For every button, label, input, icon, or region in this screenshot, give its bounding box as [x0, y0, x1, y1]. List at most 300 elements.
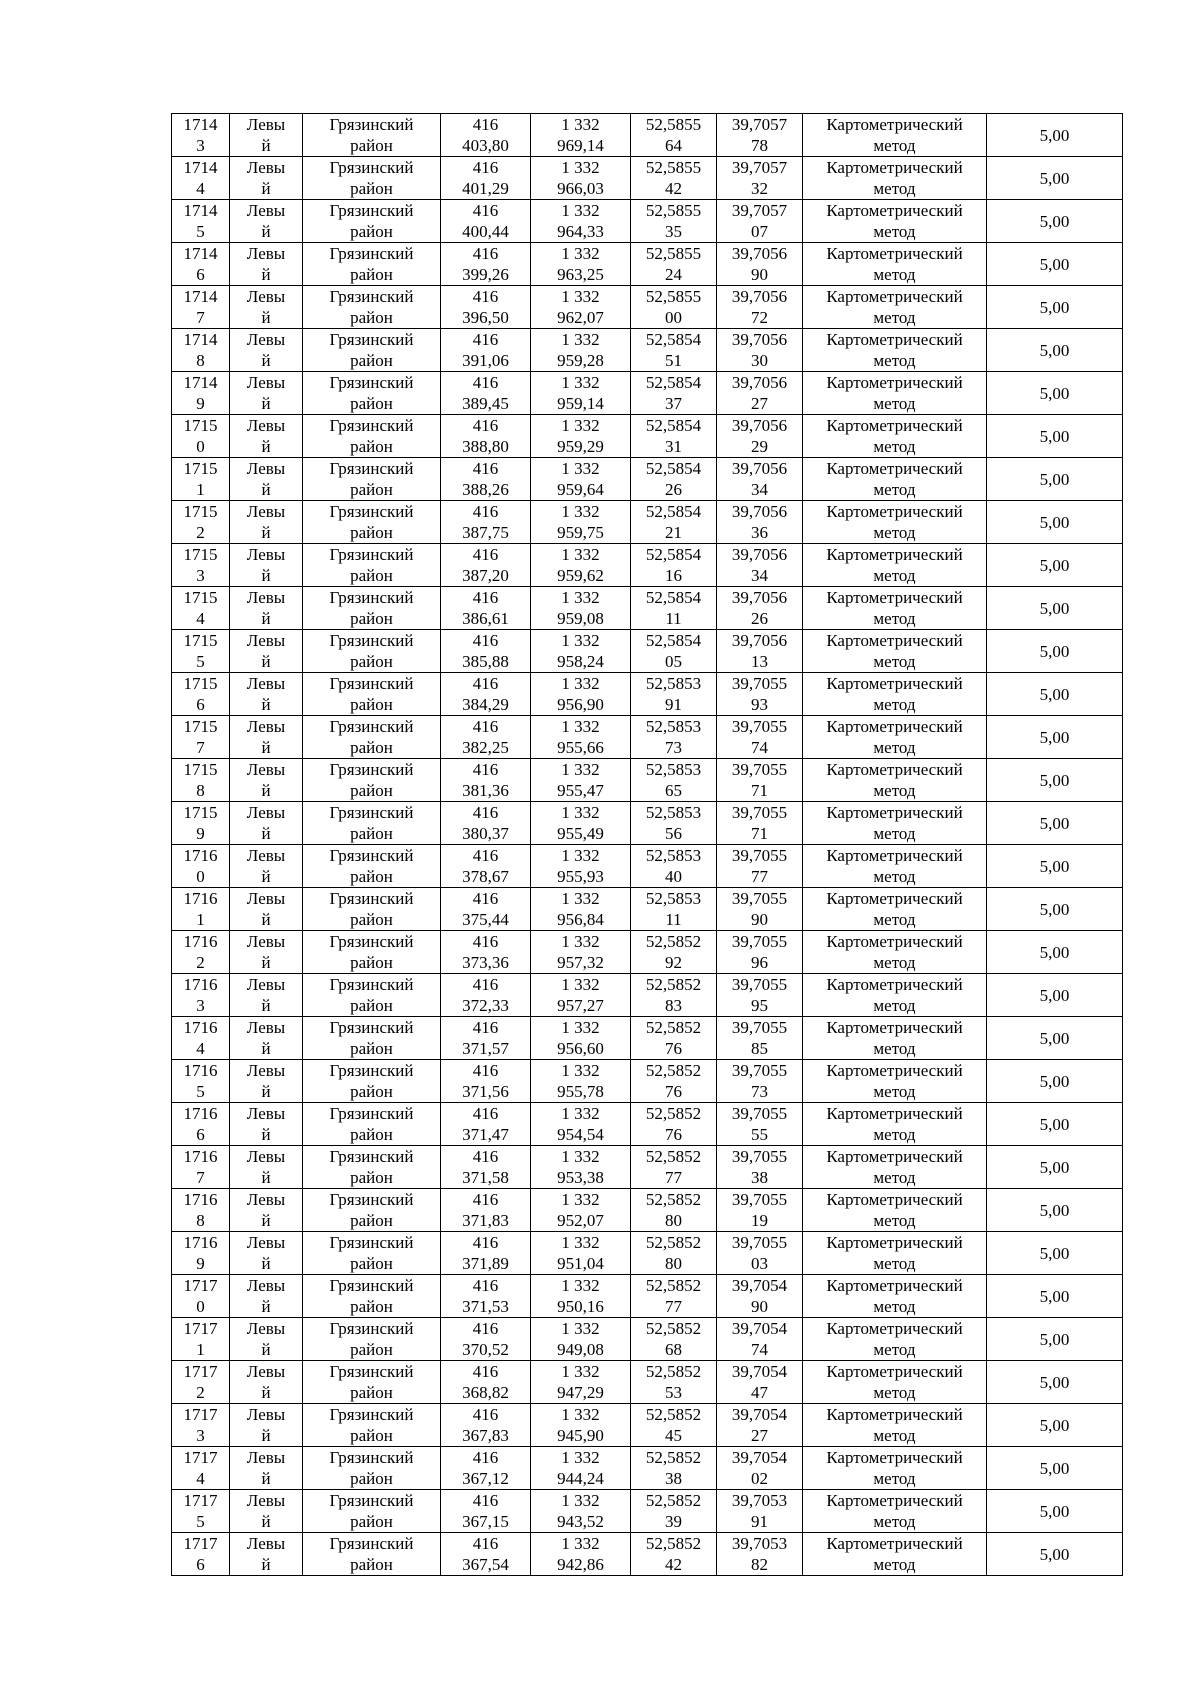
longitude-cell-line: 27	[751, 394, 768, 413]
longitude-cell	[717, 286, 803, 329]
latitude-cell-line: 77	[665, 1168, 682, 1187]
district-cell-line: Грязинский	[329, 760, 414, 779]
table-row	[172, 1490, 1123, 1533]
district-cell-line: район	[350, 824, 393, 843]
side-cell-line: Левы	[246, 287, 286, 306]
longitude-cell-line: 47	[751, 1383, 768, 1402]
side-cell-line: Левы	[246, 1362, 286, 1381]
x-coordinate-cell-line: 416	[472, 1534, 499, 1553]
method-cell	[803, 931, 987, 974]
y-coordinate-cell	[531, 544, 631, 587]
point-number-cell-line: 4	[196, 179, 205, 198]
point-number-cell-line: 1714	[183, 330, 218, 349]
y-coordinate-cell-line: 1 332	[561, 201, 600, 220]
point-number-cell-line: 6	[196, 1555, 205, 1574]
y-coordinate-cell-line: 959,28	[557, 351, 604, 370]
district-cell-line: район	[350, 179, 393, 198]
side-cell	[230, 372, 303, 415]
side-cell-line: Левы	[246, 1233, 286, 1252]
side-cell-line: Левы	[246, 674, 286, 693]
latitude-cell-line: 52,5852	[645, 932, 702, 951]
district-cell	[303, 1490, 441, 1533]
method-cell	[803, 286, 987, 329]
x-coordinate-cell-line: 416	[472, 1061, 499, 1080]
method-cell-line: Картометрический	[826, 1534, 963, 1553]
side-cell-line: Левы	[246, 1491, 286, 1510]
side-cell	[230, 157, 303, 200]
method-cell	[803, 845, 987, 888]
district-cell	[303, 1447, 441, 1490]
y-coordinate-cell	[531, 802, 631, 845]
method-cell-line: метод	[873, 1168, 916, 1187]
point-number-cell-line: 1717	[183, 1491, 218, 1510]
point-number-cell-line: 1	[196, 910, 205, 929]
longitude-cell	[717, 759, 803, 802]
x-coordinate-cell	[441, 1146, 531, 1189]
district-cell-line: Грязинский	[329, 201, 414, 220]
point-number-cell-line: 3	[196, 996, 205, 1015]
x-coordinate-cell	[441, 1189, 531, 1232]
longitude-cell	[717, 1275, 803, 1318]
x-coordinate-cell-line: 416	[472, 545, 499, 564]
method-cell-line: Картометрический	[826, 115, 963, 134]
district-cell-line: район	[350, 1211, 393, 1230]
district-cell-line: Грязинский	[329, 803, 414, 822]
y-coordinate-cell-line: 951,04	[557, 1254, 604, 1273]
point-number-cell-line: 7	[196, 1168, 205, 1187]
table-row	[172, 1404, 1123, 1447]
district-cell	[303, 243, 441, 286]
x-coordinate-cell-line: 384,29	[462, 695, 509, 714]
district-cell-line: район	[350, 910, 393, 929]
side-cell-line: Левы	[246, 201, 286, 220]
x-coordinate-cell-line: 416	[472, 158, 499, 177]
latitude-cell	[631, 286, 717, 329]
table-row	[172, 1447, 1123, 1490]
x-coordinate-cell-line: 371,53	[462, 1297, 509, 1316]
longitude-cell-line: 39,7055	[731, 760, 788, 779]
method-cell-line: Картометрический	[826, 545, 963, 564]
point-number-cell-line: 6	[196, 695, 205, 714]
x-coordinate-cell	[441, 1017, 531, 1060]
district-cell-line: Грязинский	[329, 1534, 414, 1553]
x-coordinate-cell-line: 367,15	[462, 1512, 509, 1531]
longitude-cell-line: 07	[751, 222, 768, 241]
y-coordinate-cell-line: 956,84	[557, 910, 604, 929]
side-cell-line: Левы	[246, 115, 286, 134]
side-cell	[230, 1060, 303, 1103]
y-coordinate-cell-line: 1 332	[561, 416, 600, 435]
y-coordinate-cell	[531, 1275, 631, 1318]
x-coordinate-cell-line: 416	[472, 244, 499, 263]
y-coordinate-cell	[531, 1318, 631, 1361]
side-cell-line: й	[261, 1340, 271, 1359]
method-cell-line: Картометрический	[826, 631, 963, 650]
side-cell-line: Левы	[246, 502, 286, 521]
point-number-cell-line: 1716	[183, 1018, 218, 1037]
accuracy-cell: 5,00	[987, 1490, 1123, 1533]
side-cell-line: Левы	[246, 1190, 286, 1209]
point-number-cell-line: 1714	[183, 244, 218, 263]
district-cell	[303, 114, 441, 157]
method-cell-line: Картометрический	[826, 1233, 963, 1252]
longitude-cell	[717, 1017, 803, 1060]
longitude-cell	[717, 458, 803, 501]
x-coordinate-cell-line: 396,50	[462, 308, 509, 327]
accuracy-cell: 5,00	[987, 501, 1123, 544]
latitude-cell	[631, 845, 717, 888]
y-coordinate-cell-line: 1 332	[561, 1147, 600, 1166]
side-cell	[230, 1490, 303, 1533]
latitude-cell	[631, 1017, 717, 1060]
y-coordinate-cell-line: 959,62	[557, 566, 604, 585]
district-cell	[303, 587, 441, 630]
district-cell	[303, 544, 441, 587]
method-cell	[803, 759, 987, 802]
latitude-cell-line: 52,5852	[645, 1061, 702, 1080]
method-cell	[803, 1017, 987, 1060]
district-cell	[303, 1275, 441, 1318]
x-coordinate-cell-line: 416	[472, 459, 499, 478]
side-cell-line: й	[261, 351, 271, 370]
district-cell-line: район	[350, 652, 393, 671]
district-cell-line: район	[350, 222, 393, 241]
y-coordinate-cell-line: 1 332	[561, 631, 600, 650]
district-cell-line: район	[350, 308, 393, 327]
longitude-cell-line: 71	[751, 824, 768, 843]
longitude-cell-line: 13	[751, 652, 768, 671]
district-cell-line: Грязинский	[329, 1276, 414, 1295]
longitude-cell	[717, 716, 803, 759]
method-cell-line: метод	[873, 523, 916, 542]
method-cell-line: метод	[873, 781, 916, 800]
accuracy-cell: 5,00	[987, 114, 1123, 157]
longitude-cell-line: 78	[751, 136, 768, 155]
x-coordinate-cell-line: 371,83	[462, 1211, 509, 1230]
longitude-cell-line: 90	[751, 1297, 768, 1316]
table-row	[172, 802, 1123, 845]
longitude-cell	[717, 673, 803, 716]
point-number-cell-line: 1716	[183, 889, 218, 908]
table-body	[172, 114, 1123, 1576]
y-coordinate-cell-line: 1 332	[561, 717, 600, 736]
accuracy-cell: 5,00	[987, 1060, 1123, 1103]
district-cell-line: Грязинский	[329, 502, 414, 521]
accuracy-cell: 5,00	[987, 802, 1123, 845]
side-cell	[230, 286, 303, 329]
longitude-cell	[717, 544, 803, 587]
y-coordinate-cell-line: 955,47	[557, 781, 604, 800]
latitude-cell	[631, 458, 717, 501]
latitude-cell-line: 52,5853	[645, 846, 702, 865]
latitude-cell	[631, 1103, 717, 1146]
x-coordinate-cell	[441, 630, 531, 673]
x-coordinate-cell	[441, 157, 531, 200]
district-cell	[303, 716, 441, 759]
district-cell-line: район	[350, 566, 393, 585]
latitude-cell-line: 45	[665, 1426, 682, 1445]
method-cell-line: Картометрический	[826, 588, 963, 607]
table-row	[172, 329, 1123, 372]
method-cell-line: метод	[873, 609, 916, 628]
district-cell-line: Грязинский	[329, 717, 414, 736]
accuracy-cell: 5,00	[987, 286, 1123, 329]
longitude-cell	[717, 888, 803, 931]
y-coordinate-cell-line: 1 332	[561, 244, 600, 263]
latitude-cell-line: 52,5852	[645, 1147, 702, 1166]
x-coordinate-cell-line: 401,29	[462, 179, 509, 198]
side-cell-line: й	[261, 566, 271, 585]
x-coordinate-cell-line: 391,06	[462, 351, 509, 370]
x-coordinate-cell-line: 372,33	[462, 996, 509, 1015]
point-number-cell-line: 7	[196, 308, 205, 327]
y-coordinate-cell-line: 1 332	[561, 760, 600, 779]
method-cell-line: метод	[873, 1125, 916, 1144]
method-cell	[803, 1232, 987, 1275]
district-cell	[303, 673, 441, 716]
y-coordinate-cell-line: 1 332	[561, 545, 600, 564]
point-number-cell-line: 5	[196, 1082, 205, 1101]
longitude-cell-line: 39,7056	[731, 545, 788, 564]
point-number-cell-line: 1715	[183, 760, 218, 779]
district-cell-line: Грязинский	[329, 1448, 414, 1467]
side-cell-line: й	[261, 953, 271, 972]
x-coordinate-cell-line: 373,36	[462, 953, 509, 972]
point-number-cell	[172, 759, 230, 802]
point-number-cell	[172, 1447, 230, 1490]
point-number-cell	[172, 1533, 230, 1576]
y-coordinate-cell-line: 957,27	[557, 996, 604, 1015]
side-cell-line: й	[261, 1211, 271, 1230]
district-cell-line: Грязинский	[329, 1018, 414, 1037]
point-number-cell-line: 1717	[183, 1276, 218, 1295]
table-row	[172, 544, 1123, 587]
latitude-cell-line: 40	[665, 867, 682, 886]
side-cell-line: й	[261, 1469, 271, 1488]
point-number-cell-line: 1717	[183, 1405, 218, 1424]
method-cell-line: метод	[873, 136, 916, 155]
point-number-cell-line: 1715	[183, 631, 218, 650]
side-cell-line: й	[261, 695, 271, 714]
district-cell	[303, 286, 441, 329]
longitude-cell-line: 93	[751, 695, 768, 714]
accuracy-cell: 5,00	[987, 1404, 1123, 1447]
point-number-cell	[172, 415, 230, 458]
method-cell-line: метод	[873, 695, 916, 714]
table-row	[172, 931, 1123, 974]
point-number-cell-line: 1714	[183, 287, 218, 306]
district-cell-line: район	[350, 394, 393, 413]
side-cell-line: Левы	[246, 158, 286, 177]
longitude-cell-line: 77	[751, 867, 768, 886]
x-coordinate-cell	[441, 1275, 531, 1318]
district-cell-line: Грязинский	[329, 1233, 414, 1252]
method-cell-line: Картометрический	[826, 1061, 963, 1080]
point-number-cell-line: 3	[196, 566, 205, 585]
accuracy-cell: 5,00	[987, 845, 1123, 888]
table-row	[172, 673, 1123, 716]
longitude-cell-line: 39,7055	[731, 717, 788, 736]
y-coordinate-cell-line: 1 332	[561, 158, 600, 177]
point-number-cell-line: 2	[196, 523, 205, 542]
side-cell	[230, 716, 303, 759]
district-cell	[303, 372, 441, 415]
method-cell-line: Картометрический	[826, 287, 963, 306]
side-cell-line: й	[261, 265, 271, 284]
x-coordinate-cell-line: 371,56	[462, 1082, 509, 1101]
method-cell-line: Картометрический	[826, 1448, 963, 1467]
latitude-cell-line: 80	[665, 1211, 682, 1230]
point-number-cell-line: 2	[196, 1383, 205, 1402]
latitude-cell	[631, 931, 717, 974]
side-cell	[230, 759, 303, 802]
side-cell-line: Левы	[246, 889, 286, 908]
method-cell-line: метод	[873, 566, 916, 585]
y-coordinate-cell-line: 1 332	[561, 1018, 600, 1037]
side-cell-line: Левы	[246, 1319, 286, 1338]
longitude-cell	[717, 1232, 803, 1275]
y-coordinate-cell	[531, 114, 631, 157]
y-coordinate-cell-line: 943,52	[557, 1512, 604, 1531]
latitude-cell-line: 31	[665, 437, 682, 456]
latitude-cell-line: 52,5854	[645, 416, 702, 435]
district-cell	[303, 1146, 441, 1189]
x-coordinate-cell-line: 416	[472, 1190, 499, 1209]
side-cell-line: Левы	[246, 1147, 286, 1166]
table-row	[172, 630, 1123, 673]
method-cell-line: Картометрический	[826, 416, 963, 435]
point-number-cell	[172, 974, 230, 1017]
method-cell-line: метод	[873, 480, 916, 499]
method-cell-line: Картометрический	[826, 1018, 963, 1037]
latitude-cell	[631, 888, 717, 931]
side-cell-line: Левы	[246, 717, 286, 736]
method-cell-line: Картометрический	[826, 674, 963, 693]
x-coordinate-cell-line: 416	[472, 631, 499, 650]
side-cell-line: й	[261, 738, 271, 757]
method-cell-line: метод	[873, 1340, 916, 1359]
y-coordinate-cell-line: 1 332	[561, 889, 600, 908]
point-number-cell-line: 1716	[183, 1061, 218, 1080]
y-coordinate-cell-line: 1 332	[561, 1405, 600, 1424]
longitude-cell	[717, 1447, 803, 1490]
side-cell-line: й	[261, 867, 271, 886]
longitude-cell-line: 74	[751, 1340, 768, 1359]
point-number-cell-line: 4	[196, 1039, 205, 1058]
latitude-cell-line: 52,5852	[645, 1018, 702, 1037]
longitude-cell	[717, 1146, 803, 1189]
longitude-cell-line: 39,7057	[731, 115, 788, 134]
longitude-cell	[717, 1533, 803, 1576]
x-coordinate-cell-line: 371,57	[462, 1039, 509, 1058]
longitude-cell-line: 39,7055	[731, 674, 788, 693]
side-cell-line: Левы	[246, 459, 286, 478]
y-coordinate-cell-line: 959,08	[557, 609, 604, 628]
district-cell	[303, 1361, 441, 1404]
side-cell-line: Левы	[246, 1018, 286, 1037]
longitude-cell-line: 39,7056	[731, 416, 788, 435]
side-cell	[230, 802, 303, 845]
x-coordinate-cell-line: 387,20	[462, 566, 509, 585]
district-cell-line: район	[350, 867, 393, 886]
x-coordinate-cell-line: 403,80	[462, 136, 509, 155]
method-cell-line: Картометрический	[826, 717, 963, 736]
latitude-cell	[631, 1146, 717, 1189]
district-cell-line: Грязинский	[329, 975, 414, 994]
side-cell-line: й	[261, 222, 271, 241]
point-number-cell-line: 1715	[183, 717, 218, 736]
y-coordinate-cell	[531, 415, 631, 458]
district-cell	[303, 1017, 441, 1060]
method-cell	[803, 458, 987, 501]
y-coordinate-cell-line: 1 332	[561, 1061, 600, 1080]
district-cell-line: Грязинский	[329, 846, 414, 865]
district-cell-line: Грязинский	[329, 330, 414, 349]
side-cell-line: Левы	[246, 631, 286, 650]
method-cell-line: метод	[873, 738, 916, 757]
x-coordinate-cell-line: 416	[472, 1018, 499, 1037]
side-cell-line: Левы	[246, 1061, 286, 1080]
x-coordinate-cell	[441, 716, 531, 759]
longitude-cell-line: 27	[751, 1426, 768, 1445]
accuracy-cell: 5,00	[987, 1232, 1123, 1275]
longitude-cell-line: 71	[751, 781, 768, 800]
side-cell-line: й	[261, 1555, 271, 1574]
accuracy-cell: 5,00	[987, 1533, 1123, 1576]
method-cell-line: метод	[873, 1297, 916, 1316]
x-coordinate-cell-line: 416	[472, 760, 499, 779]
table-row	[172, 501, 1123, 544]
table-row	[172, 1275, 1123, 1318]
y-coordinate-cell-line: 956,90	[557, 695, 604, 714]
method-cell-line: Картометрический	[826, 373, 963, 392]
latitude-cell	[631, 501, 717, 544]
x-coordinate-cell-line: 416	[472, 846, 499, 865]
method-cell	[803, 673, 987, 716]
method-cell	[803, 1318, 987, 1361]
district-cell	[303, 1318, 441, 1361]
longitude-cell-line: 39,7055	[731, 1104, 788, 1123]
point-number-cell-line: 1715	[183, 545, 218, 564]
method-cell-line: метод	[873, 652, 916, 671]
latitude-cell	[631, 1404, 717, 1447]
x-coordinate-cell-line: 416	[472, 201, 499, 220]
x-coordinate-cell-line: 416	[472, 1276, 499, 1295]
method-cell-line: метод	[873, 308, 916, 327]
side-cell	[230, 1017, 303, 1060]
district-cell-line: район	[350, 695, 393, 714]
longitude-cell-line: 19	[751, 1211, 768, 1230]
accuracy-cell: 5,00	[987, 1447, 1123, 1490]
table-row	[172, 200, 1123, 243]
x-coordinate-cell	[441, 286, 531, 329]
y-coordinate-cell	[531, 587, 631, 630]
longitude-cell-line: 34	[751, 480, 768, 499]
latitude-cell-line: 52,5852	[645, 1491, 702, 1510]
method-cell-line: Картометрический	[826, 502, 963, 521]
latitude-cell-line: 52,5855	[645, 287, 702, 306]
point-number-cell-line: 1714	[183, 158, 218, 177]
district-cell-line: район	[350, 781, 393, 800]
longitude-cell	[717, 1189, 803, 1232]
y-coordinate-cell-line: 959,75	[557, 523, 604, 542]
side-cell-line: й	[261, 394, 271, 413]
method-cell	[803, 415, 987, 458]
side-cell-line: й	[261, 480, 271, 499]
longitude-cell-line: 96	[751, 953, 768, 972]
longitude-cell	[717, 1318, 803, 1361]
latitude-cell	[631, 716, 717, 759]
